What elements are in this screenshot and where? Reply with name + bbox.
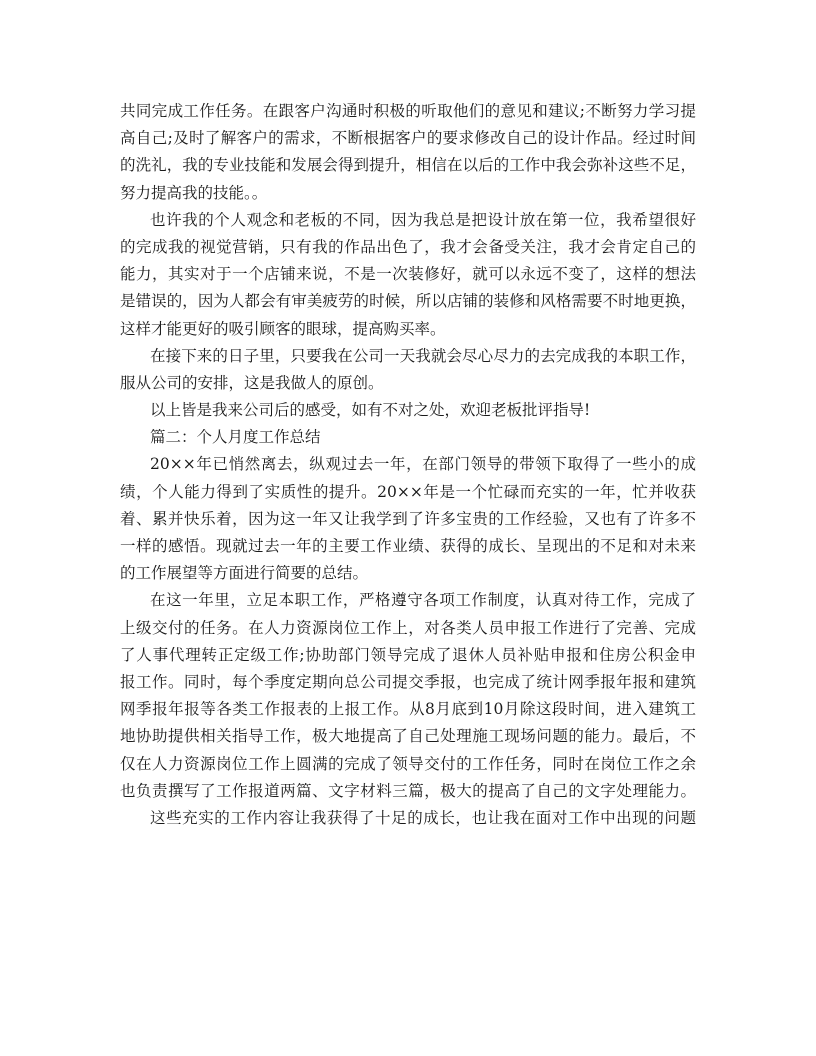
text-line: 网季报年报等各类工作报表的上报工作。从8月底到10月除这段时间，进入建筑工 bbox=[120, 700, 696, 719]
text-line: 的工作展望等方面进行简要的总结。 bbox=[120, 564, 369, 583]
document-page bbox=[120, 98, 696, 832]
text-line: 的完成我的视觉营销，只有我的作品出色了，我才会备受关注，我才会肯定自己的 bbox=[120, 237, 696, 256]
text-line: 报工作。同时，每个季度定期向总公司提交季报，也完成了统计网季报年报和建筑 bbox=[120, 672, 696, 691]
text-line: 的洗礼，我的专业技能和发展会得到提升，相信在以后的工作中我会弥补这些不足， bbox=[120, 156, 696, 175]
text-line: 绩，个人能力得到了实质性的提升。20××年是一个忙碌而充实的一年，忙并收获 bbox=[120, 482, 696, 501]
text-line: 在接下来的日子里，只要我在公司一天我就会尽心尽力的去完成我的本职工作， bbox=[150, 346, 696, 365]
text-line: 了人事代理转正定级工作;协助部门领导完成了退休人员补贴申报和住房公积金申 bbox=[120, 645, 696, 664]
text-line: 地协助提供相关指导工作，极大地提高了自己处理施工现场问题的能力。最后，不 bbox=[120, 727, 696, 746]
text-line: 高自己;及时了解客户的需求，不断根据客户的要求修改自己的设计作品。经过时间 bbox=[120, 129, 696, 148]
text-line: 一样的感悟。现就过去一年的主要工作业绩、获得的成长、呈现出的不足和对未来 bbox=[120, 537, 696, 555]
text-line: 也负责撰写了工作报道两篇、文字材料三篇，极大的提高了自己的文字处理能力。 bbox=[120, 781, 696, 800]
text-line: 在这一年里，立足本职工作，严格遵守各项工作制度，认真对待工作，完成了 bbox=[150, 591, 696, 610]
text-line: 共同完成工作任务。在跟客户沟通时积极的听取他们的意见和建议;不断努力学习提 bbox=[120, 102, 696, 120]
text-line: 这样才能更好的吸引顾客的眼球，提高购买率。 bbox=[120, 319, 446, 338]
text-line: 20××年已悄然离去，纵观过去一年，在部门领导的带领下取得了一些小的成 bbox=[150, 455, 696, 474]
text-line: 仅在人力资源岗位工作上圆满的完成了领导交付的工作任务，同时在岗位工作之余 bbox=[120, 754, 696, 773]
section-heading bbox=[120, 424, 696, 451]
text-line: 是错误的，因为人都会有审美疲劳的时候，所以店铺的装修和风格需要不时地更换， bbox=[120, 292, 696, 311]
section-title: 篇二：个人月度工作总结 bbox=[150, 428, 321, 447]
text-line: 能力，其实对于一个店铺来说，不是一次装修好，就可以永远不变了，这样的想法 bbox=[120, 265, 696, 284]
paragraph-8 bbox=[120, 805, 696, 832]
text-line: 以上皆是我来公司后的感受，如有不对之处，欢迎老板批评指导! bbox=[150, 401, 591, 420]
paragraph-4 bbox=[120, 397, 696, 424]
text-line: 着、累并快乐着，因为这一年又让我学到了许多宝贵的工作经验，又也有了许多不 bbox=[120, 509, 696, 528]
text-line: 服从公司的安排，这是我做人的原创。 bbox=[120, 373, 384, 392]
text-line: 上级交付的任务。在人力资源岗位工作上，对各类人员申报工作进行了完善、完成 bbox=[120, 618, 696, 637]
paragraph-7 bbox=[120, 587, 696, 805]
paragraph-1 bbox=[120, 98, 696, 207]
paragraph-6 bbox=[120, 451, 696, 587]
paragraph-3 bbox=[120, 343, 696, 397]
paragraph-2 bbox=[120, 207, 696, 343]
text-line: 这些充实的工作内容让我获得了十足的成长，也让我在面对工作中出现的问题 bbox=[150, 808, 696, 827]
text-line: 也许我的个人观念和老板的不同，因为我总是把设计放在第一位，我希望很好 bbox=[150, 210, 696, 229]
text-line: 努力提高我的技能。。 bbox=[120, 183, 268, 202]
